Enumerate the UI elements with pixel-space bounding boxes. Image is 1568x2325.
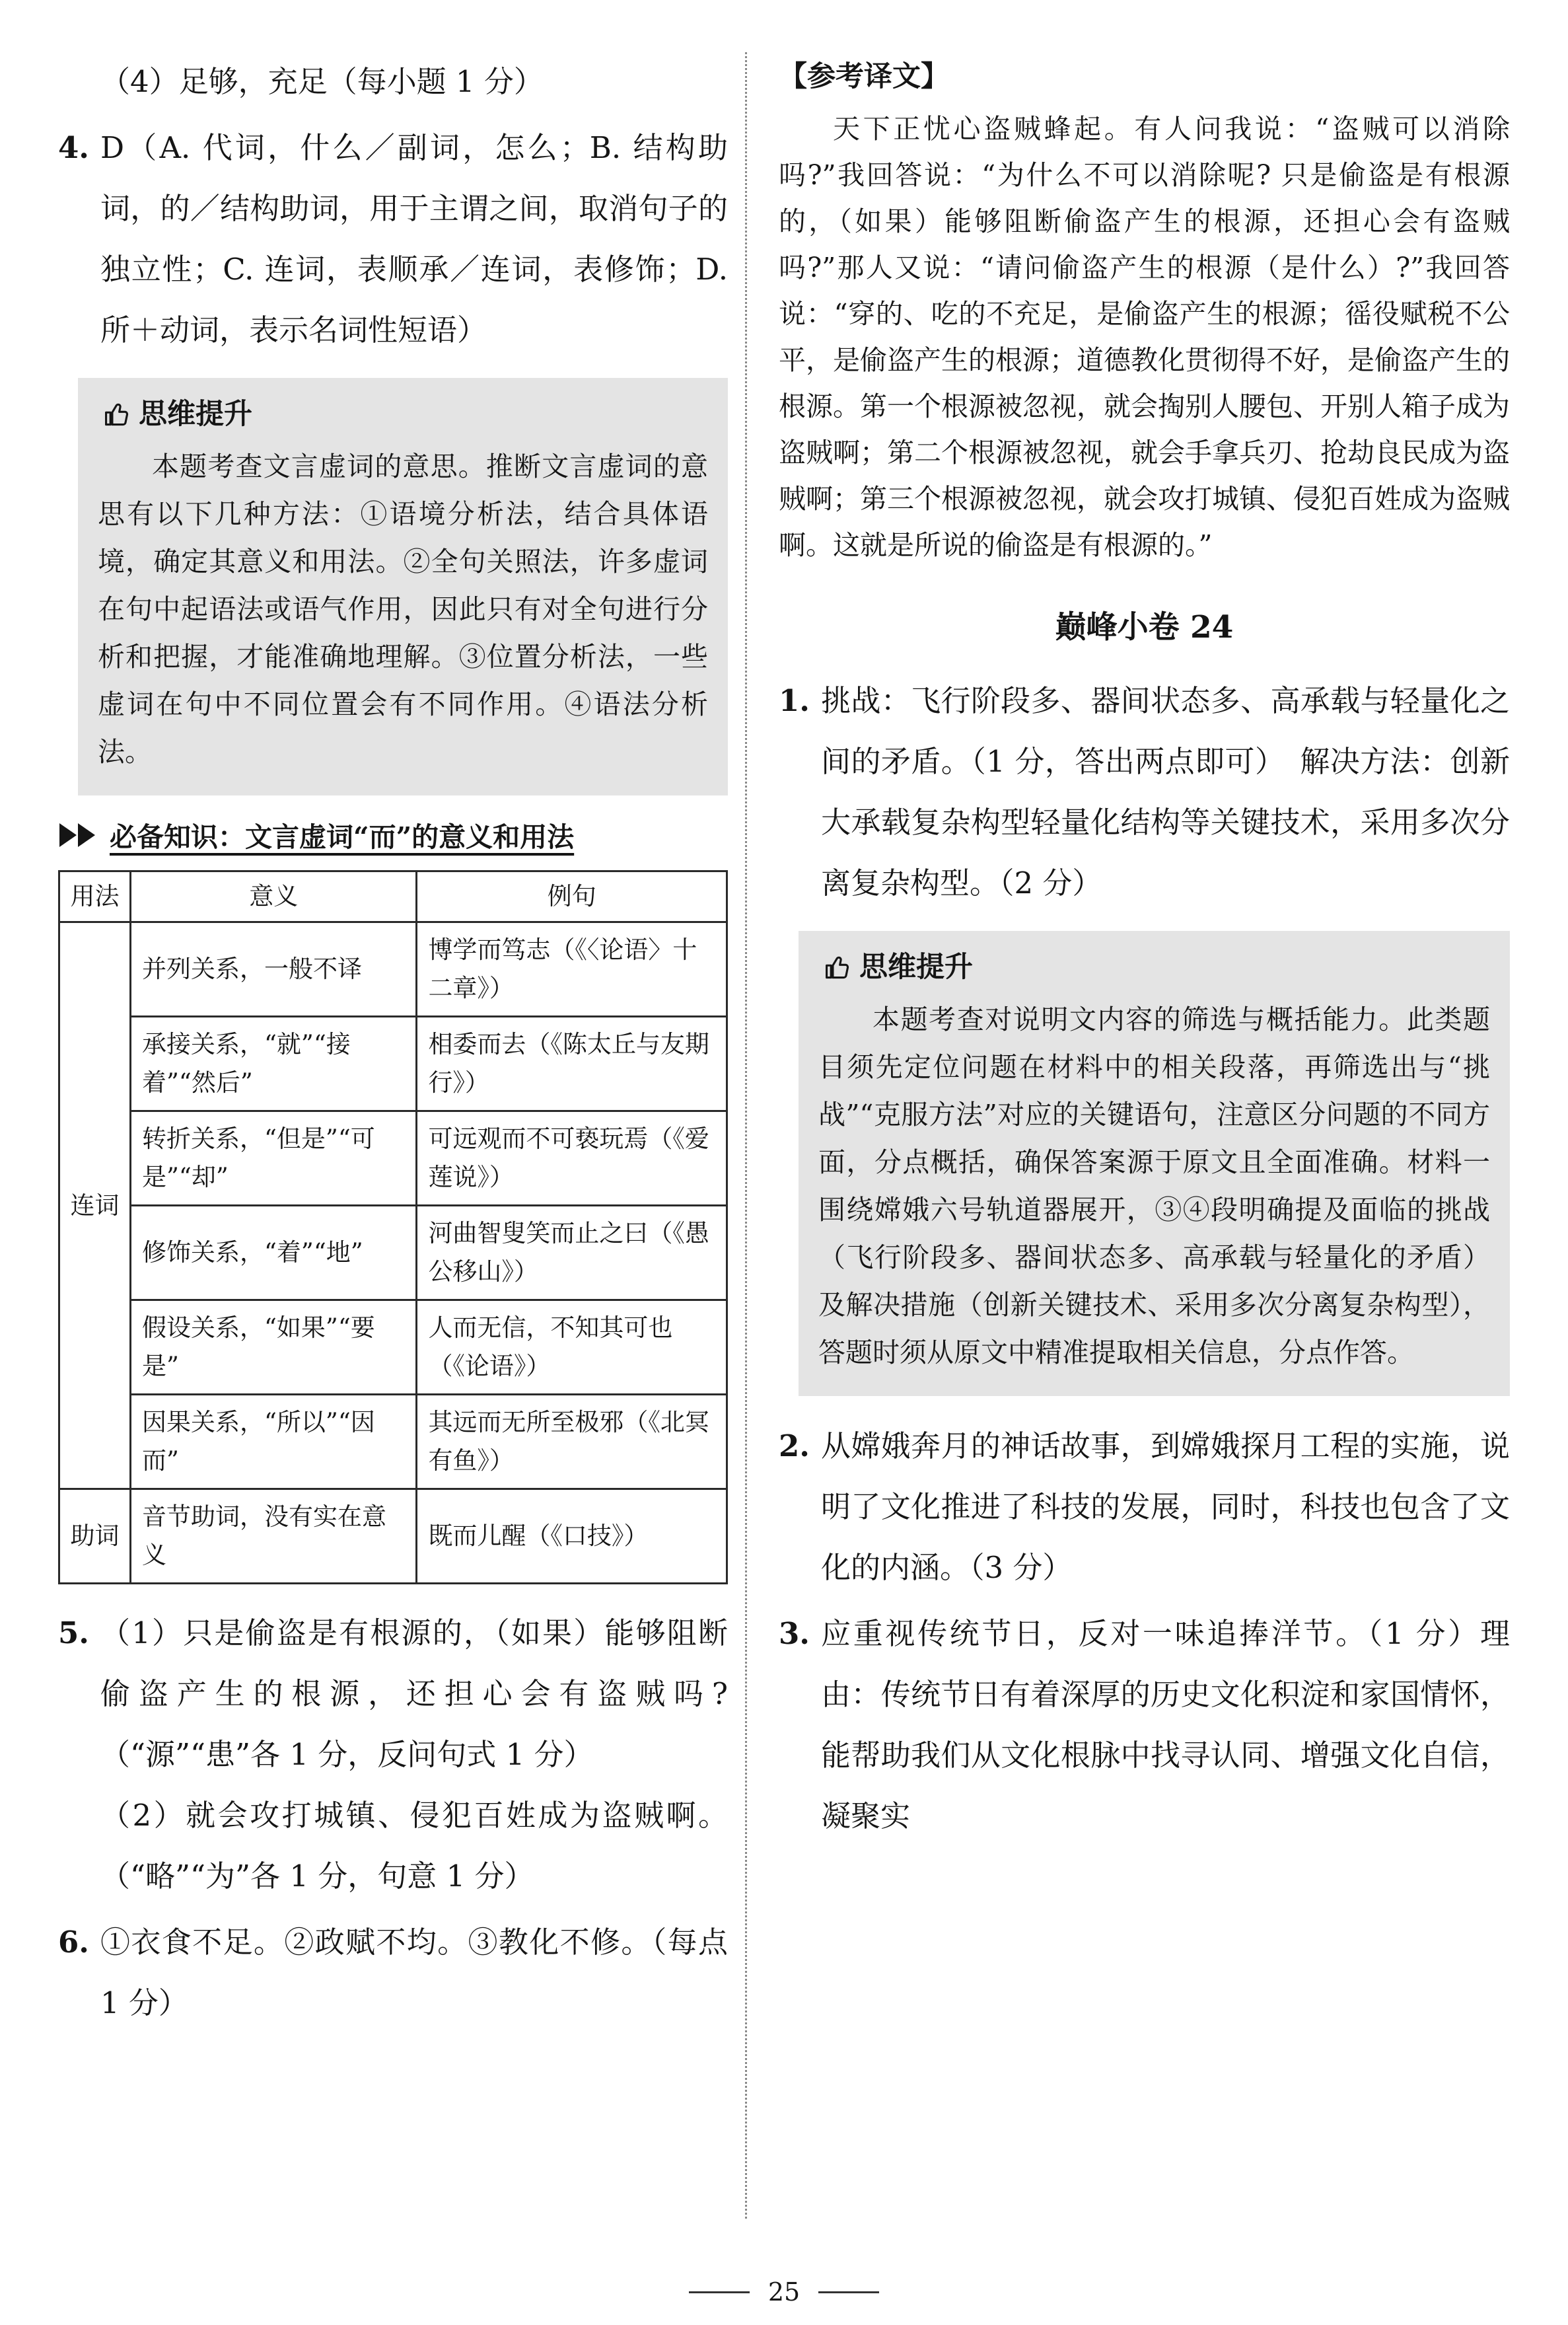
knowledge-title: 必备知识：文言虚词“而”的意义和用法: [110, 821, 575, 853]
example-cell: 既而儿醒（《口技》）: [417, 1489, 727, 1584]
thinking-box-left: [78, 378, 728, 795]
conjunction-label: 连词: [59, 922, 131, 1489]
example-cell: 博学而笃志（《〈论语〉十二章》）: [417, 922, 727, 1017]
answer-item-6: [58, 1912, 728, 2034]
thumbs-up-icon: [824, 953, 853, 982]
answer-item-2: [779, 1416, 1510, 1598]
table-row: [59, 1395, 727, 1489]
example-cell: 相委而去（《陈太丘与友期行》）: [417, 1017, 727, 1111]
grammar-usage-table: [58, 870, 728, 1584]
meaning-cell: 修饰关系，“着”“地”: [131, 1206, 417, 1300]
meaning-cell: 转折关系，“但是”“可是”“却”: [131, 1111, 417, 1206]
header-usage: 用法: [59, 871, 131, 922]
table-row: [59, 922, 727, 1017]
thinking-title: 思维提升: [139, 398, 252, 431]
thinking-body: 本题考查文言虚词的意思。推断文言虚词的意思有以下几种方法：①语境分析法，结合具体语境，确定其意义和用法。②全句关照法，许多虚词在句中起语法或语气作用，因此只有对全句进行分析和把握，才能准确地理解。③位置分析法，一些虚词在句中不同位置会有不同作用。④语法分析法。: [98, 451, 708, 768]
thinking-body: 本题考查对说明文内容的筛选与概括能力。此类题目须先定位问题在材料中的相关段落，再筛选出与“挑战”“克服方法”对应的关键语句，注意区分问题的不同方面，分点概括，确保答案源于原文且全面准确。材料一围绕嫦娥六号轨道器展开，③④段明确提及面临的挑战（飞行阶段多、器间状态多、高承载与轻量化的矛盾）及解决措施（创新关键技术、采用多次分离复杂构型），答题时须从原文中精准提取相关信息，分点作答。: [818, 1004, 1490, 1368]
footer-left-dash: [689, 2291, 750, 2293]
footer-right-dash: [818, 2291, 879, 2293]
example-cell: 河曲智叟笑而止之曰（《愚公移山》）: [417, 1206, 727, 1300]
left-column: [58, 52, 745, 2219]
item-text: ①衣食不足。②政赋不均。③教化不修。（每点 1 分）: [100, 1925, 728, 2020]
meaning-cell: 因果关系，“所以”“因而”: [131, 1395, 417, 1489]
section-heading: 巅峰小卷 24: [1055, 609, 1234, 646]
table-row: [59, 1206, 727, 1300]
example-cell: 人而无信，不知其可也（《论语》）: [417, 1300, 727, 1395]
example-cell: 其远而无所至极邪（《北冥有鱼》）: [417, 1395, 727, 1489]
thinking-title-row: [818, 945, 1490, 989]
item-text: 从嫦娥奔月的神话故事，到嫦娥探月工程的实施，说明了文化推进了科技的发展，同时，科技也包含了文化的内涵。（3 分）: [821, 1428, 1510, 1585]
two-column-layout: [58, 52, 1510, 2219]
answer-item-1: [779, 671, 1510, 914]
item-5-part-2: （2）就会攻打城镇、侵犯百姓成为盗贼啊。（“略”“为”各 1 分，句意 1 分）: [100, 1798, 728, 1894]
item-number: 4.: [58, 130, 89, 165]
table-row-auxiliary: [59, 1489, 727, 1584]
item-number: 6.: [58, 1925, 89, 1960]
table-row: [59, 1300, 727, 1395]
page-footer: [0, 2277, 1568, 2307]
meaning-cell: 音节助词，没有实在意义: [131, 1489, 417, 1584]
item-number: 5.: [58, 1615, 89, 1650]
table-row: [59, 1017, 727, 1111]
header-example: 例句: [417, 871, 727, 922]
table-row: [59, 1111, 727, 1206]
answer-item-5: [58, 1603, 728, 1907]
reference-translation-body: 天下正忧心盗贼蜂起。有人问我说：“盗贼可以消除吗?”我回答说：“为什么不可以消除呢? 只是偷盗是有根源的，（如果）能够阻断偷盗产生的根源，还担心会有盗贼吗?”那人又说：“请问偷盗产生的根源（是什么）?”我回答说：“穿的、吃的不充足，是偷盗产生的根源；徭役赋税不公平，是偷盗产生的根源；道德教化贯彻得不好，是偷盗产生的根源。第一个根源被忽视，就会掏别人腰包、开别人箱子成为盗贼啊；第二个根源被忽视，就会手拿兵刃、抢劫良民成为盗贼啊；第三个根源被忽视，就会攻打城镇、侵犯百姓成为盗贼啊。这就是所说的偷盗是有根源的。”: [779, 113, 1510, 561]
item-text: D（A. 代词，什么／副词，怎么；B. 结构助词，的／结构助词，用于主谓之间，取消句子的独立性；C. 连词，表顺承／连词，表修饰；D. 所＋动词，表示名词性短语）: [100, 130, 728, 348]
item-number: 2.: [779, 1428, 810, 1463]
thumbs-up-icon: [103, 400, 132, 429]
column-divider: [745, 52, 747, 2219]
example-cell: 可远观而不可亵玩焉（《爱莲说》）: [417, 1111, 727, 1206]
thinking-box-right: [799, 931, 1510, 1396]
page-number: 25: [767, 2277, 801, 2307]
item-text: [100, 1603, 728, 1907]
right-column: [762, 52, 1510, 2219]
auxiliary-label: 助词: [59, 1489, 131, 1584]
item-text: 挑战：飞行阶段多、器间状态多、高承载与轻量化之间的矛盾。（1 分，答出两点即可） 解决方法：创新大承载复杂构型轻量化结构等关键技术，采用多次分离复杂构型。（2 分）: [821, 683, 1510, 901]
item-text: 应重视传统节日，反对一味追捧洋节。（1 分）理由：传统节日有着深厚的历史文化积淀和家国情怀，能帮助我们从文化根脉中找寻认同、增强文化自信，凝聚实: [821, 1616, 1510, 1833]
answer-item-3-sub4: （4）足够，充足（每小题 1 分）: [100, 64, 544, 99]
item-number: 3.: [779, 1616, 810, 1651]
meaning-cell: 假设关系，“如果”“要是”: [131, 1300, 417, 1395]
thinking-title: 思维提升: [859, 951, 973, 984]
double-arrow-icon: [58, 822, 100, 848]
reference-translation-title: 【参考译文】: [779, 60, 949, 93]
item-5-part-1: （1）只是偷盗是有根源的，（如果）能够阻断偷盗产生的根源，还担心会有盗贼吗?（“源”“患”各 1 分，反问句式 1 分）: [100, 1615, 728, 1772]
answer-item-4: [58, 118, 728, 361]
thinking-title-row: [98, 392, 708, 436]
meaning-cell: 并列关系，一般不译: [131, 922, 417, 1017]
answer-item-3: [779, 1604, 1510, 1847]
header-meaning: 意义: [131, 871, 417, 922]
item-number: 1.: [779, 683, 810, 718]
meaning-cell: 承接关系，“就”“接着”“然后”: [131, 1017, 417, 1111]
knowledge-heading: [58, 815, 728, 854]
table-header-row: [59, 871, 727, 922]
